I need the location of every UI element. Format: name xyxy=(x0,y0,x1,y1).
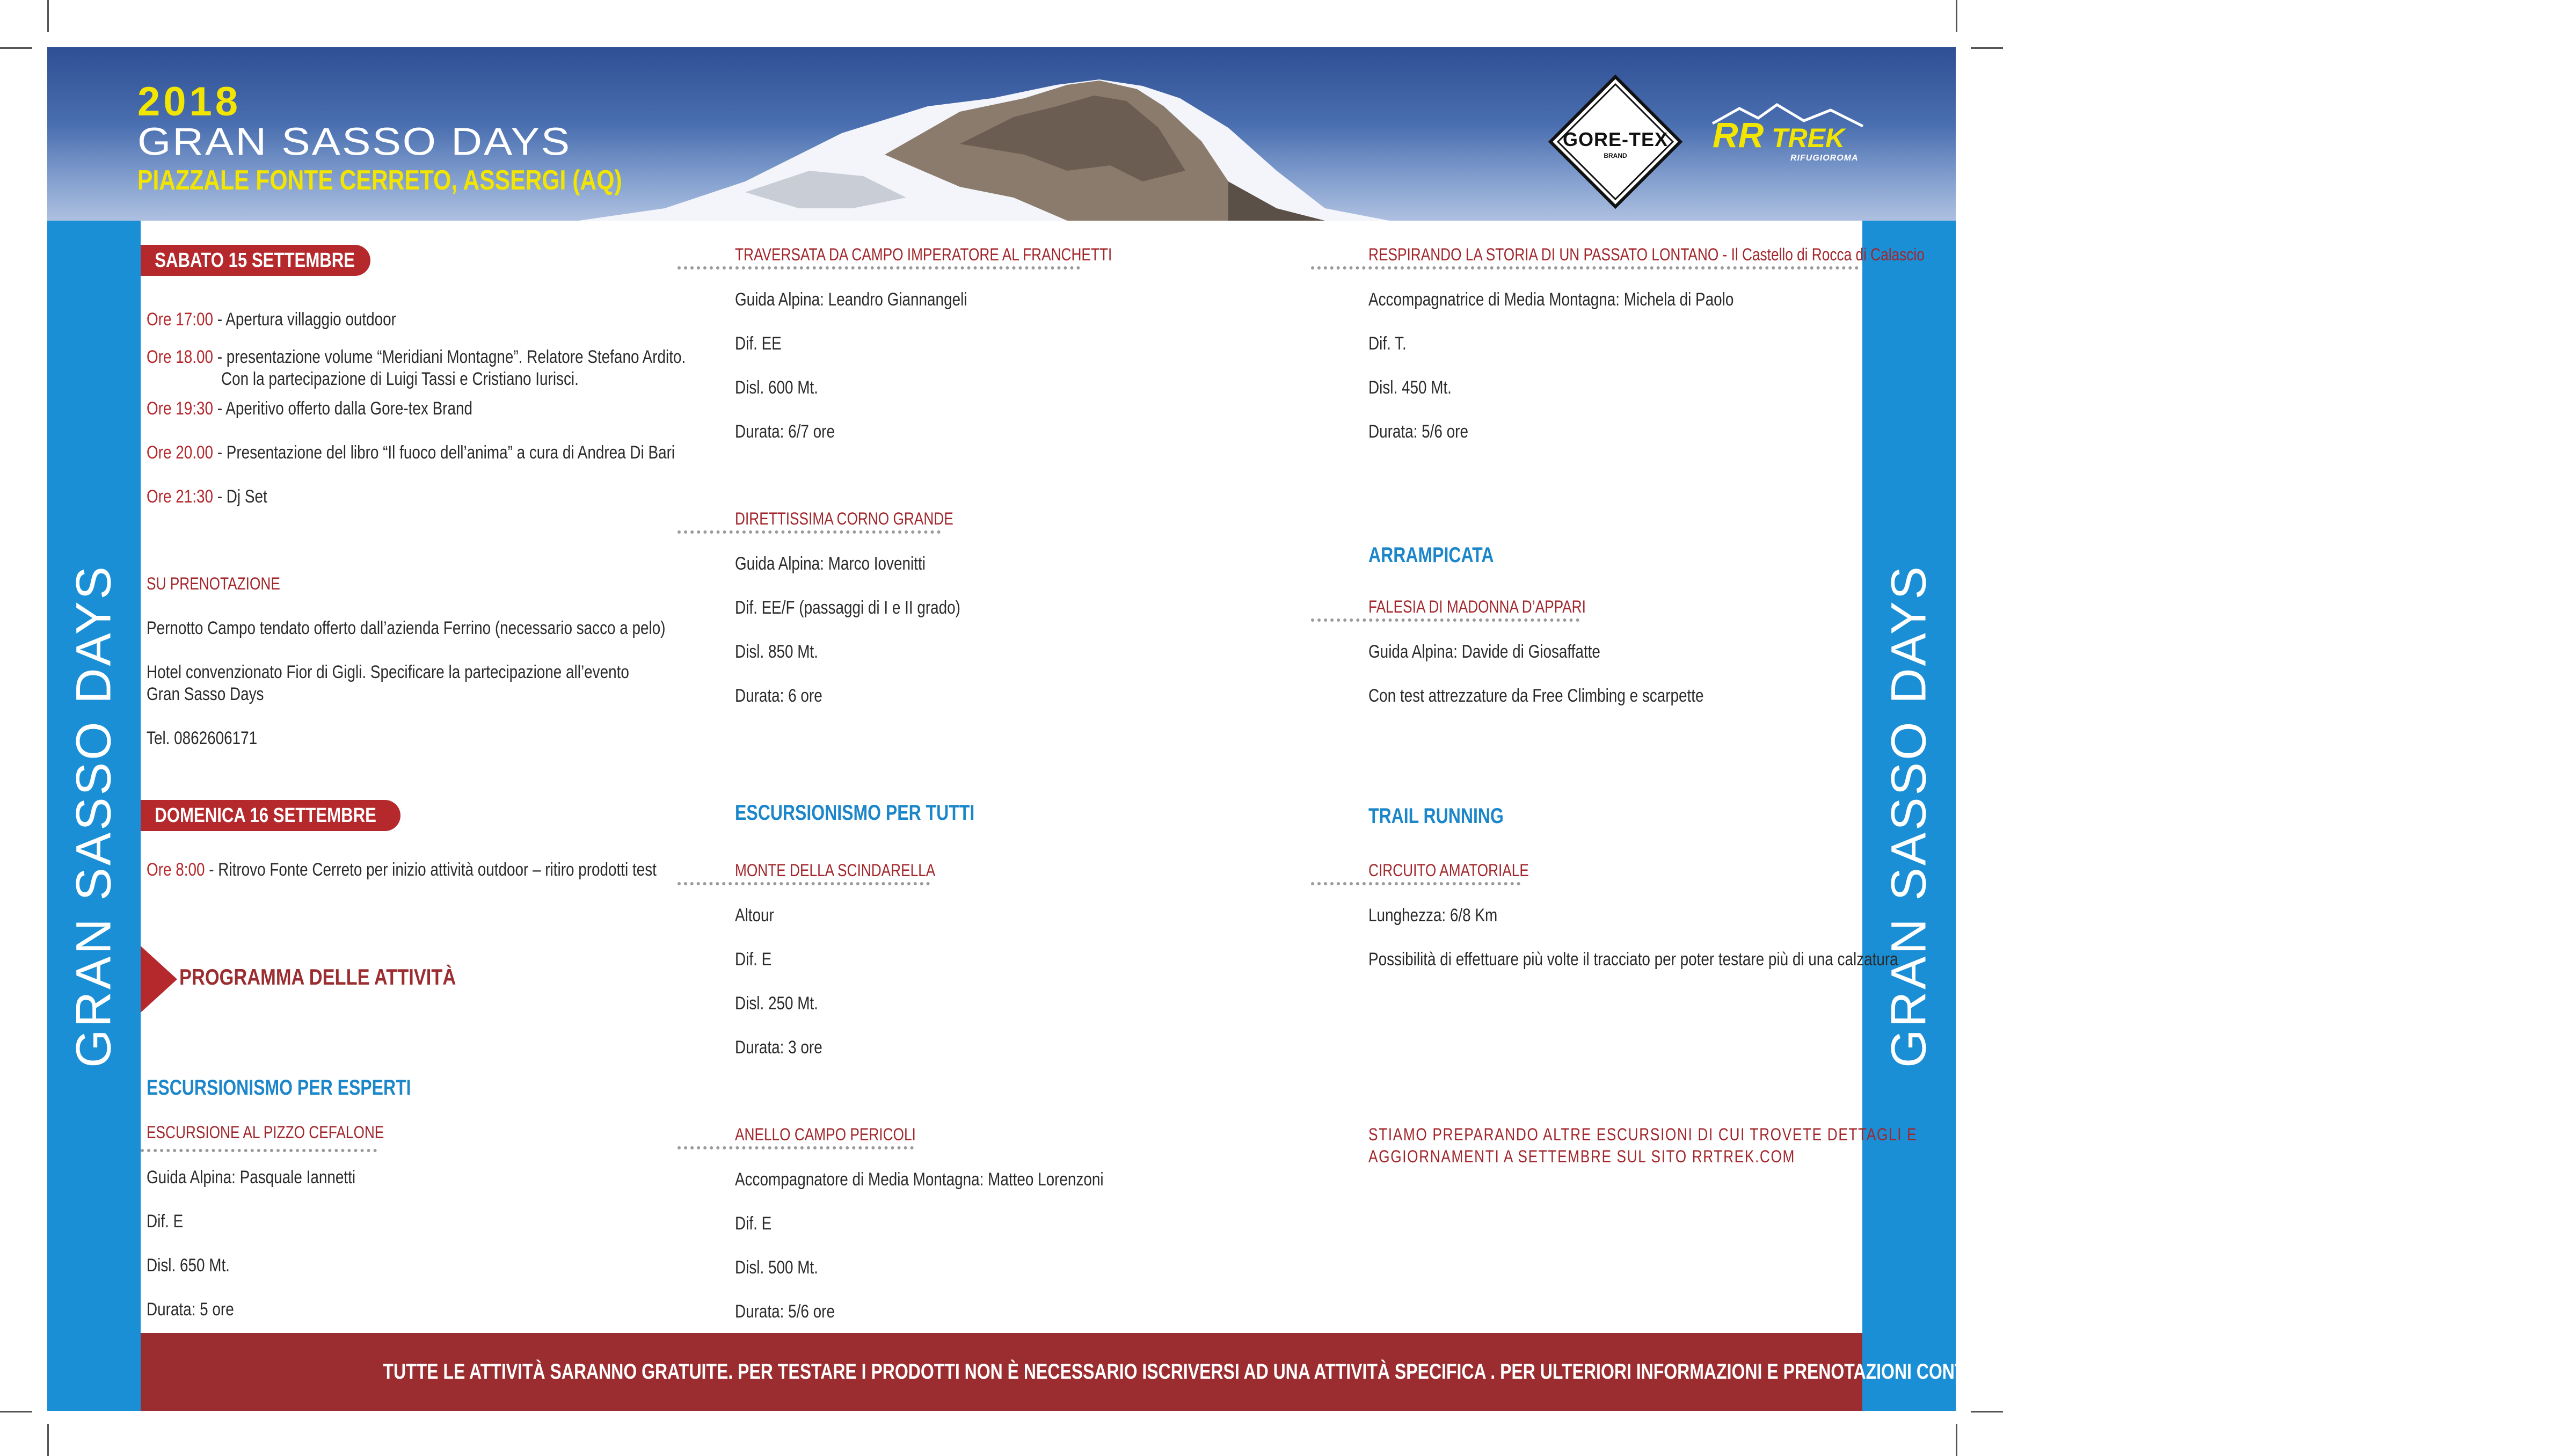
goretex-logo-brand: BRAND xyxy=(1604,152,1627,159)
activity-line: Lunghezza: 6/8 Km xyxy=(1368,905,1498,926)
activity-line: Possibilità di effettuare più volte il tracciato per poter testare più di una calzatura xyxy=(1368,949,1898,970)
rrtrek-logo-sub: RIFUGIOROMA xyxy=(1790,154,1859,163)
activity-line: Disl. 650 Mt. xyxy=(147,1255,230,1276)
goretex-logo-text: GORE-TEX xyxy=(1562,128,1668,150)
dotted-divider xyxy=(678,530,941,534)
left-sidebar-text: GRAN SASSO DAYS xyxy=(66,564,121,1068)
right-sidebar-text: GRAN SASSO DAYS xyxy=(1881,564,1936,1068)
activity-title: MONTE DELLA SCINDARELLA xyxy=(735,861,936,880)
activity-line: Disl. 850 Mt. xyxy=(735,642,818,662)
event-location: PIAZZALE FONTE CERRETO, ASSERGI (AQ) xyxy=(137,165,622,196)
crop-mark xyxy=(1971,1411,2003,1413)
activity-title: DIRETTISSIMA CORNO GRANDE xyxy=(735,509,953,528)
info-note-line: STIAMO PREPARANDO ALTRE ESCURSIONI DI CUI TROVETE DETTAGLI E xyxy=(1368,1125,1918,1144)
crop-mark xyxy=(47,1424,49,1456)
left-sidebar xyxy=(47,221,141,1411)
schedule-item: Ore 17:00 - Apertura villaggio outdoor xyxy=(147,309,396,330)
activity-title: TRAVERSATA DA CAMPO IMPERATORE AL FRANCHETTI xyxy=(735,245,1112,264)
dotted-divider xyxy=(678,266,1080,270)
event-year: 2018 xyxy=(137,79,242,125)
program-arrow-icon xyxy=(141,946,177,1013)
rrtrek-logo-trek: TREK xyxy=(1772,123,1845,153)
category-climbing: ARRAMPICATA xyxy=(1368,543,1494,567)
activity-line: Durata: 5/6 ore xyxy=(1368,421,1468,442)
crop-mark xyxy=(0,47,32,49)
activity-line: Accompagnatore di Media Montagna: Matteo Lorenzoni xyxy=(735,1169,1104,1190)
activity-line: Disl. 250 Mt. xyxy=(735,993,818,1014)
dotted-divider xyxy=(1311,882,1520,885)
activity-line: Guida Alpina: Marco Iovenitti xyxy=(735,554,926,574)
activity-line: Dif. T. xyxy=(1368,333,1407,354)
info-note-line: AGGIORNAMENTI A SETTEMBRE SUL SITO RRTREK.COM xyxy=(1368,1147,1796,1166)
booking-title: SU PRENOTAZIONE xyxy=(147,574,280,593)
activity-line: Dif. EE/F (passaggi di I e II grado) xyxy=(735,598,960,618)
rrtrek-logo-rr: RR xyxy=(1713,115,1764,155)
activity-title: RESPIRANDO LA STORIA DI UN PASSATO LONTANO - Il Castello di Rocca di Calascio xyxy=(1368,245,1925,264)
activity-title: FALESIA DI MADONNA D’APPARI xyxy=(1368,597,1586,616)
schedule-item: Ore 8:00 - Ritrovo Fonte Cerreto per inizio attività outdoor – ritiro prodotti test xyxy=(147,860,657,880)
dotted-divider xyxy=(678,882,930,885)
category-experts: ESCURSIONISMO PER ESPERTI xyxy=(147,1076,411,1100)
program-title: PROGRAMMA DELLE ATTIVITÀ xyxy=(179,964,456,989)
crop-mark xyxy=(1956,0,1957,32)
rrtrek-logo xyxy=(1707,102,1868,172)
activity-line: Accompagnatrice di Media Montagna: Michela di Paolo xyxy=(1368,289,1734,310)
dotted-divider xyxy=(141,1149,377,1152)
schedule-item: Ore 21:30 - Dj Set xyxy=(147,486,267,507)
schedule-item: Ore 19:30 - Aperitivo offerto dalla Gore-tex Brand xyxy=(147,398,472,419)
schedule-item: Ore 20.00 - Presentazione del libro “Il fuoco dell’anima” a cura di Andrea Di Bari xyxy=(147,442,675,463)
activity-line: Durata: 6 ore xyxy=(735,686,822,706)
dotted-divider xyxy=(1311,618,1579,622)
activity-line: Guida Alpina: Leandro Giannangeli xyxy=(735,289,967,310)
saturday-badge: SABATO 15 SETTEMBRE xyxy=(141,245,370,276)
event-title: GRAN SASSO DAYS xyxy=(137,120,572,163)
crop-mark xyxy=(1956,1424,1957,1456)
schedule-item-continued: Con la partecipazione di Luigi Tassi e Cristiano Iurisci. xyxy=(221,369,579,389)
activity-title: ESCURSIONE AL PIZZO CEFALONE xyxy=(147,1123,384,1142)
dotted-divider xyxy=(1311,266,1859,270)
booking-line: Hotel convenzionato Fior di Gigli. Specificare la partecipazione all’evento xyxy=(147,662,629,682)
activity-line: Disl. 600 Mt. xyxy=(735,377,818,398)
activity-line: Durata: 6/7 ore xyxy=(735,421,835,442)
booking-line: Gran Sasso Days xyxy=(147,684,264,704)
crop-mark xyxy=(0,1411,32,1413)
activity-title: ANELLO CAMPO PERICOLI xyxy=(735,1125,916,1144)
crop-mark xyxy=(1971,47,2003,49)
activity-line: Disl. 500 Mt. xyxy=(735,1257,818,1278)
dotted-divider xyxy=(678,1146,914,1149)
crop-mark xyxy=(47,0,49,32)
activity-line: Durata: 5/6 ore xyxy=(735,1301,835,1322)
activity-line: Durata: 5 ore xyxy=(147,1299,234,1320)
sunday-badge: DOMENICA 16 SETTEMBRE xyxy=(141,800,400,831)
activity-title: CIRCUITO AMATORIALE xyxy=(1368,861,1529,880)
booking-line: Pernotto Campo tendato offerto dall’azienda Ferrino (necessario sacco a pelo) xyxy=(147,618,666,638)
activity-line: Disl. 450 Mt. xyxy=(1368,377,1452,398)
activity-line: Dif. E xyxy=(735,949,772,970)
category-trail-running: TRAIL RUNNING xyxy=(1368,804,1504,828)
activity-line: Con test attrezzature da Free Climbing e scarpette xyxy=(1368,686,1704,706)
footer-bar xyxy=(141,1333,2322,1411)
activity-line: Altour xyxy=(735,905,774,926)
category-all: ESCURSIONISMO PER TUTTI xyxy=(735,801,975,825)
goretex-logo xyxy=(1548,75,1682,209)
activity-line: Guida Alpina: Pasquale Iannetti xyxy=(147,1167,356,1188)
schedule-item: Ore 18.00 - presentazione volume “Meridiani Montagne”. Relatore Stefano Ardito. xyxy=(147,347,686,367)
activity-line: Dif. EE xyxy=(735,333,782,354)
booking-phone: Tel. 0862606171 xyxy=(147,728,258,748)
activity-line: Dif. E xyxy=(147,1211,184,1232)
right-sidebar xyxy=(1862,221,1956,1411)
activity-line: Guida Alpina: Davide di Giosaffatte xyxy=(1368,642,1600,662)
footer-text: TUTTE LE ATTIVITÀ SARANNO GRATUITE. PER TESTARE I PRODOTTI NON È NECESSARIO ISCRIVERSI AD UNA ATTIVITÀ SPECIFICA . PER ULTERIORI INFORMAZIONI E PRENOTAZIONI CONTATTARE info@rrtrek.com - TEL. 0670450873 xyxy=(383,1360,2322,1384)
activity-line: Dif. E xyxy=(735,1213,772,1234)
activity-line: Durata: 3 ore xyxy=(735,1037,822,1058)
